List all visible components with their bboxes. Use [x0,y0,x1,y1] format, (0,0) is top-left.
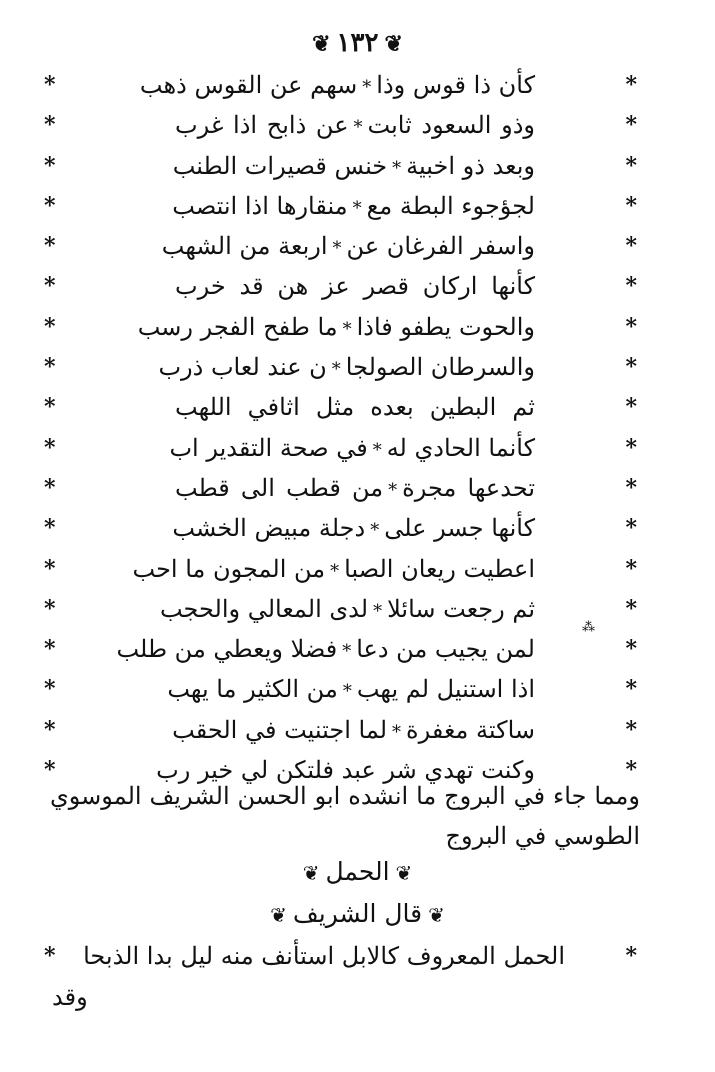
verse-text [137,310,535,347]
hemistich-first: اذا استنيل لم يهب [356,675,535,704]
verse-line [0,590,715,630]
hemistich-second: ما طفح الفجر رسب [137,312,338,341]
verse-star-icon: * [44,394,56,421]
hemistich-first: لمن يجيب من دعا [356,635,535,664]
hemistich-separator-icon: * [332,238,342,260]
verse-text: الحمل المعروف كالابل استأنف منه ليل بدا الذبحا [83,942,565,970]
hemistich-first: تحدعها مجرة [402,473,535,502]
verse-star-icon: * [44,72,56,98]
verse-star-icon: * [625,636,637,663]
hemistich-first: ساكتة مغفرة [406,715,535,744]
intro-paragraph: ومما جاء في البروج ما انشده ابو الحسن الشريف الموسوي الطوسي في البروج [50,782,640,850]
verse-text [116,632,535,669]
hemistich-first: والسرطان الصولجا [345,353,535,382]
verse-star-icon: * [44,273,56,300]
verse-star-icon: * [44,515,56,542]
verse-star-icon: * [44,474,56,501]
catchword: وقد [52,983,88,1011]
hemistich-first: كأنما الحادي له [386,433,535,462]
verse-text [167,672,535,709]
hemistich-second: لما اجتنيت في الحقب [172,715,388,744]
hemistich-second: خنس قصيرات الطنب [172,151,388,180]
section-title [0,854,715,891]
hemistich-second: من المجون ما احب [132,554,326,583]
verse-list [0,66,715,791]
verse-star-icon: * [625,676,637,703]
verse-text [175,108,535,145]
verse-star-icon: * [625,354,637,381]
verse-star-icon: * [44,636,56,663]
hemistich-separator-icon: * [342,641,352,663]
verse-line [0,308,715,348]
ornament-icon: ❦ [428,903,445,927]
verse-star-icon: * [44,152,56,179]
verse-text [169,431,535,468]
hemistich-separator-icon: * [342,681,352,703]
hemistich-first: وبعد ذو اخبية [406,151,535,180]
hemistich-separator-icon: * [392,721,402,743]
hemistich-first: كأنها جسر على [384,514,535,543]
verse-star-icon: * [625,112,637,139]
hemistich-first: كأن ذا قوس وذا [376,71,535,99]
verse-line [0,711,715,751]
verse-star-icon: * [44,716,56,743]
hemistich-first: واسفر الفرغان عن [346,232,535,261]
verse-text [175,269,535,303]
verse-star-icon: * [625,555,637,582]
hemistich-second: سهم عن القوس ذهب [139,71,358,99]
hemistich-second: ن عند لعاب ذرب [158,353,327,382]
hemistich-separator-icon: * [353,117,363,139]
verse-star-icon: * [625,515,637,542]
verse-text [172,511,535,548]
hemistich-second: من الكثير ما يهب [167,675,338,704]
hemistich-first: وذو السعود ثابت [367,111,535,140]
hemistich-second: من قطب الى قطب [175,473,384,502]
verse-line [0,66,715,106]
verse-line [0,106,715,146]
verse-star-icon: * [625,152,637,179]
verse-text [172,149,535,186]
hemistich-second: فضلا ويعطي من طلب [116,635,338,664]
verse-line [0,388,715,428]
verse-star-icon: * [44,943,56,969]
hemistich-separator-icon: * [370,520,380,542]
verse-line [0,147,715,187]
speaker-heading [0,896,715,933]
verse-line [0,670,715,710]
speaker-text: قال الشريف [292,899,423,928]
verse-text [161,229,535,266]
ornament-icon: ❦ [302,861,320,885]
verse-star-icon: * [44,192,56,219]
hemistich-second: اربعة من الشهب [161,232,328,261]
verse-star-icon: * [625,943,637,969]
hemistich-separator-icon: * [392,157,402,179]
stray-mark: ⁂ [582,620,595,635]
hemistich-second: منقارها اذا انتصب [172,191,348,220]
ornament-icon: ❦ [312,31,331,57]
verse-star-icon: * [44,354,56,381]
verse-star-icon: * [44,233,56,260]
verse-line [0,469,715,509]
verse-star-icon: * [625,192,637,219]
hemistich-first: اعطيت ريعان الصبا [344,554,535,583]
verse-line [0,509,715,549]
verse-line [0,187,715,227]
hemistich-separator-icon: * [331,359,341,381]
hemistich-first: وكنت تهدي شر عبد فلتكن لي خير رب [156,756,535,785]
verse-star-icon: * [625,716,637,743]
hemistich-separator-icon: * [373,600,383,622]
verse-star-icon: * [625,72,637,98]
ornament-icon: ❦ [270,903,287,927]
hemistich-second: دجلة مبيض الخشب [172,514,366,543]
verse-line [0,429,715,469]
verse-star-icon: * [44,434,56,461]
hemistich-second: في صحة التقدير اب [169,433,368,462]
verse-text [172,189,535,226]
verse-star-icon: * [625,474,637,501]
verse-star-icon: * [625,233,637,260]
verse-star-icon: * [44,595,56,622]
hemistich-first: والحوت يطفو فاذا [356,312,535,341]
verse-text [172,713,535,750]
hemistich-second: عن ذابح اذا غرب [175,111,349,140]
verse-star-icon: * [625,273,637,300]
hemistich-first: ثم البطين بعده مثل اثافي اللهب [175,393,535,422]
hemistich-first: ثم رجعت سائلا [387,594,535,623]
verse-text [159,592,535,629]
hemistich-second: لدى المعالي والحجب [159,594,369,623]
verse-text [175,471,535,508]
verse-star-icon: * [44,313,56,340]
verse-star-icon: * [625,394,637,421]
page-header [0,26,715,61]
hemistich-separator-icon: * [352,197,362,219]
verse-star-icon: * [625,757,637,784]
verse-star-icon: * [44,676,56,703]
verse-line [0,630,715,670]
verse-line [0,550,715,590]
hemistich-separator-icon: * [388,479,398,501]
hemistich-separator-icon: * [372,439,382,461]
page-number: ١٣٢ [336,28,379,58]
hemistich-separator-icon: * [330,560,340,582]
verse-star-icon: * [44,112,56,139]
verse-text [158,350,535,387]
hemistich-first: لجؤجوء البطة مع [366,191,535,220]
verse-star-icon: * [44,757,56,784]
verse-line [0,348,715,388]
verse-line [0,937,715,973]
verse-star-icon: * [625,313,637,340]
hemistich-separator-icon: * [362,77,372,98]
verse-star-icon: * [44,555,56,582]
hemistich-separator-icon: * [342,318,352,340]
section-title-text: الحمل [325,857,390,886]
verse-line [0,227,715,267]
verse-star-icon: * [625,595,637,622]
verse-line [0,267,715,307]
verse-text [132,552,535,589]
hemistich-first: كأنها اركان قصر عز هن قد خرب [175,272,535,301]
verse-text [175,390,535,424]
verse-star-icon: * [625,434,637,461]
verse-text [139,68,535,105]
ornament-icon: ❦ [395,861,413,885]
ornament-icon: ❦ [384,31,403,57]
